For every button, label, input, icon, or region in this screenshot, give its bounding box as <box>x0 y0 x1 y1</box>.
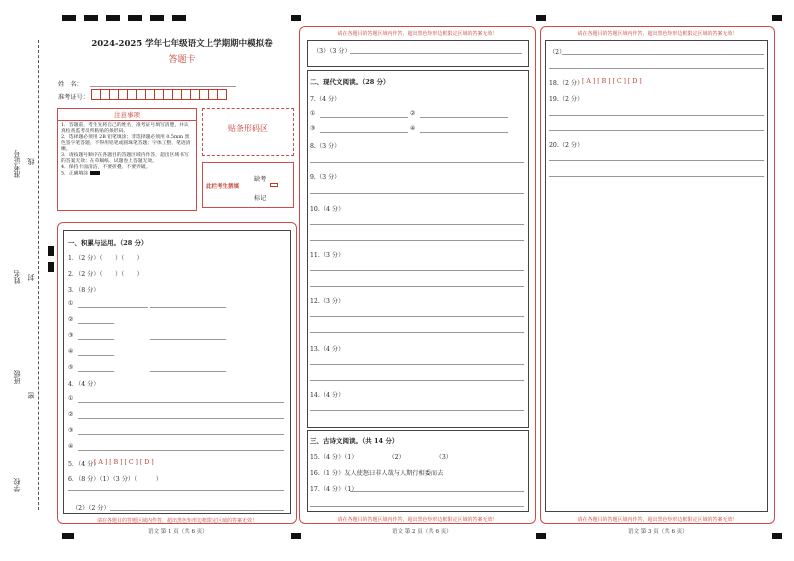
answer-line[interactable] <box>68 490 284 491</box>
q11: 11.（3 分） <box>310 252 345 259</box>
q16: 16.（1 分）友人使怒曰非人哉与人期行相委而去 <box>310 470 444 477</box>
positioning-mark <box>772 533 782 539</box>
answer-line[interactable] <box>310 224 524 225</box>
page3-box <box>545 40 768 512</box>
positioning-mark <box>62 15 76 21</box>
section2-title: 二、现代文阅读。（28 分） <box>310 78 390 86</box>
q7-item: ① <box>310 110 316 117</box>
answer-line[interactable] <box>350 491 524 492</box>
answer-line[interactable] <box>320 132 408 133</box>
q15: 15.（4 分）（1） （2） （3） <box>310 454 452 461</box>
name-label: 姓 名： <box>58 81 83 88</box>
answer-line[interactable] <box>310 380 524 381</box>
section3-title: 三、古诗文阅读。（共 14 分） <box>310 437 399 445</box>
q3-item: ① <box>68 300 74 307</box>
exam-title: 2024-2025 学年七年级语文上学期期中模拟卷 <box>91 39 273 49</box>
notes-item: 1．答题前，考生先将自己的姓名，准考证号填写清楚，并认真检查监考员所粘贴的条形码。 <box>61 123 189 134</box>
q4: 4．（4 分） <box>68 381 100 388</box>
q6-part2: （2）（2 分） <box>72 505 110 512</box>
page1-footer: 语文 第 1 页（共 6 页） <box>148 529 208 535</box>
notes-item: 2．选择题必须用 2B 铅笔填涂；非选择题必须用 0.5mm 黑色签字笔答题，不得用铅笔或圆珠笔答题；字体工整、笔迹清晰。 <box>61 135 191 152</box>
binding-mark-secret: 密 <box>27 392 35 399</box>
answer-line[interactable] <box>310 193 524 194</box>
binding-mark-seal: 封 <box>27 274 35 281</box>
q4-item: ② <box>68 411 74 418</box>
absent-label: 此栏考生禁填 <box>206 184 240 190</box>
answer-line[interactable] <box>310 410 524 411</box>
q14: 14.（4 分） <box>310 392 345 399</box>
q5-choices[interactable]: [ A ] [ B ] [ C ] [ D ] <box>94 459 154 466</box>
id-label: 准考证号： <box>58 94 89 101</box>
q10: 10.（4 分） <box>310 206 345 213</box>
positioning-mark <box>84 15 98 21</box>
answer-line[interactable] <box>78 339 114 340</box>
answer-line[interactable] <box>549 68 764 69</box>
answer-line[interactable] <box>549 130 764 131</box>
page1-warning: 请在各题目的答题区域内作答，超出黑色矩形边框限定区域的答案无效！ <box>96 518 257 524</box>
absent-text1: 缺考 <box>254 176 267 183</box>
answer-line[interactable] <box>310 506 524 507</box>
positioning-mark <box>150 15 164 21</box>
notes-box <box>57 108 197 211</box>
binding-mark <box>48 262 54 272</box>
answer-line[interactable] <box>350 53 522 54</box>
positioning-mark <box>172 15 186 21</box>
page2-footer: 语文 第 2 页（共 6 页） <box>392 529 452 535</box>
q18-choices[interactable]: [ A ] [ B ] [ C ] [ D ] <box>582 78 642 85</box>
answer-line[interactable] <box>78 402 284 403</box>
q13: 13.（4 分） <box>310 346 345 353</box>
positioning-mark <box>536 533 546 539</box>
binding-label-name: 姓名 <box>13 270 21 284</box>
q7-item: ③ <box>310 125 316 132</box>
answer-line[interactable] <box>549 160 764 161</box>
barcode-label: 贴条形码区 <box>228 124 268 133</box>
q3-item: ② <box>68 316 74 323</box>
q7-item: ④ <box>410 125 416 132</box>
filled-sample <box>90 171 100 175</box>
notes-heading: 注意事项 <box>58 109 196 121</box>
q3-item: ③ <box>68 332 74 339</box>
q18: 18.（2 分） <box>549 80 584 87</box>
answer-line[interactable] <box>562 54 764 55</box>
answer-line[interactable] <box>78 450 284 451</box>
positioning-mark <box>772 15 782 21</box>
answer-line[interactable] <box>150 371 226 372</box>
answer-line[interactable] <box>78 355 114 356</box>
answer-line[interactable] <box>549 115 764 116</box>
notes-item: 4．保持卡面清洁，不要折叠、不要弄破。 <box>61 165 151 170</box>
absent-text2: 标记 <box>254 195 267 202</box>
positioning-mark <box>536 15 546 21</box>
page3-footer: 语文 第 3 页（共 6 页） <box>628 529 688 535</box>
page3-warning: 请在各题目的答题区域内作答，超出黑色矩形边框限定区域的答案无效！ <box>577 517 738 523</box>
binding-label-id: 准考证号 <box>13 150 21 178</box>
binding-mark-line: 线 <box>27 158 35 165</box>
binding-label-school: 学校 <box>13 478 21 492</box>
q19: 19.（2 分） <box>549 96 584 103</box>
notes-item: 3．请按题号顺序在各题目的答题区域内作答，超出区域书写的答案无效；在草稿纸、试题卷上答题无效。 <box>61 153 189 164</box>
page2-warning: 请在各题目的答题区域内作答，超出黑色矩形边框限定区域的答案无效！ <box>337 517 498 523</box>
q4-item: ④ <box>68 443 74 450</box>
answer-line[interactable] <box>78 371 114 372</box>
answer-line[interactable] <box>150 307 226 308</box>
positioning-mark <box>291 15 301 21</box>
positioning-mark <box>128 15 142 21</box>
answer-line[interactable] <box>320 117 408 118</box>
q9: 9.（3 分） <box>310 174 341 181</box>
positioning-mark <box>62 533 74 539</box>
answer-line[interactable] <box>310 162 524 163</box>
answer-line[interactable] <box>420 132 508 133</box>
sheet-title: 答题卡 <box>168 55 196 65</box>
q17-part2: （2） <box>549 49 566 56</box>
answer-line[interactable] <box>110 510 284 511</box>
q3: 3．（8 分） <box>68 287 100 294</box>
page3-warning-top: 请在各题目的答题区域内作答，超出黑色矩形边框限定区域的答案无效！ <box>577 31 738 37</box>
page2-box-b <box>307 70 529 428</box>
q6-part3: （3）（3 分） <box>313 48 351 55</box>
answer-line[interactable] <box>549 176 764 177</box>
q4-item: ③ <box>68 427 74 434</box>
answer-line[interactable] <box>310 240 524 241</box>
binding-label-class: 班级 <box>13 370 21 384</box>
answer-line[interactable] <box>78 434 284 435</box>
answer-line[interactable] <box>310 286 524 287</box>
binding-line <box>38 40 39 510</box>
q6: 6．（8 分）（1）（3 分）（ ） <box>68 476 162 483</box>
q1: 1．（2 分）（ ）（ ） <box>68 255 143 262</box>
answer-line[interactable] <box>78 307 148 308</box>
answer-line[interactable] <box>310 270 524 271</box>
q3-item: ⑤ <box>68 364 74 371</box>
answer-line[interactable] <box>310 332 524 333</box>
answer-line[interactable] <box>420 117 508 118</box>
q3-item: ④ <box>68 348 74 355</box>
name-field[interactable] <box>90 86 236 87</box>
answer-line[interactable] <box>78 323 114 324</box>
positioning-mark <box>291 533 301 539</box>
q8: 8.（3 分） <box>310 143 341 150</box>
q7-item: ② <box>410 110 416 117</box>
q4-item: ① <box>68 395 74 402</box>
answer-line[interactable] <box>150 339 226 340</box>
page2-warning-top: 请在各题目的答题区域内作答，超出黑色矩形边框限定区域的答案无效！ <box>337 31 498 37</box>
q2: 2．（2 分）（ ）（ ） <box>68 271 143 278</box>
answer-line[interactable] <box>310 364 524 365</box>
q20: 20.（2 分） <box>549 142 584 149</box>
q17: 17.（4 分）（1） <box>310 486 358 493</box>
answer-line[interactable] <box>310 316 524 317</box>
q5: 5．（4 分） <box>68 461 100 468</box>
absent-checkbox[interactable] <box>270 183 278 187</box>
q12: 12.（3 分） <box>310 298 345 305</box>
answer-line[interactable] <box>78 418 284 419</box>
q7: 7.（4 分） <box>310 96 341 103</box>
notes-item: 5．正确填涂 <box>61 171 89 177</box>
id-cells[interactable] <box>91 89 226 102</box>
positioning-mark <box>106 15 120 21</box>
binding-mark <box>48 246 54 256</box>
section1-title: 一、积累与运用。（28 分） <box>68 239 148 247</box>
